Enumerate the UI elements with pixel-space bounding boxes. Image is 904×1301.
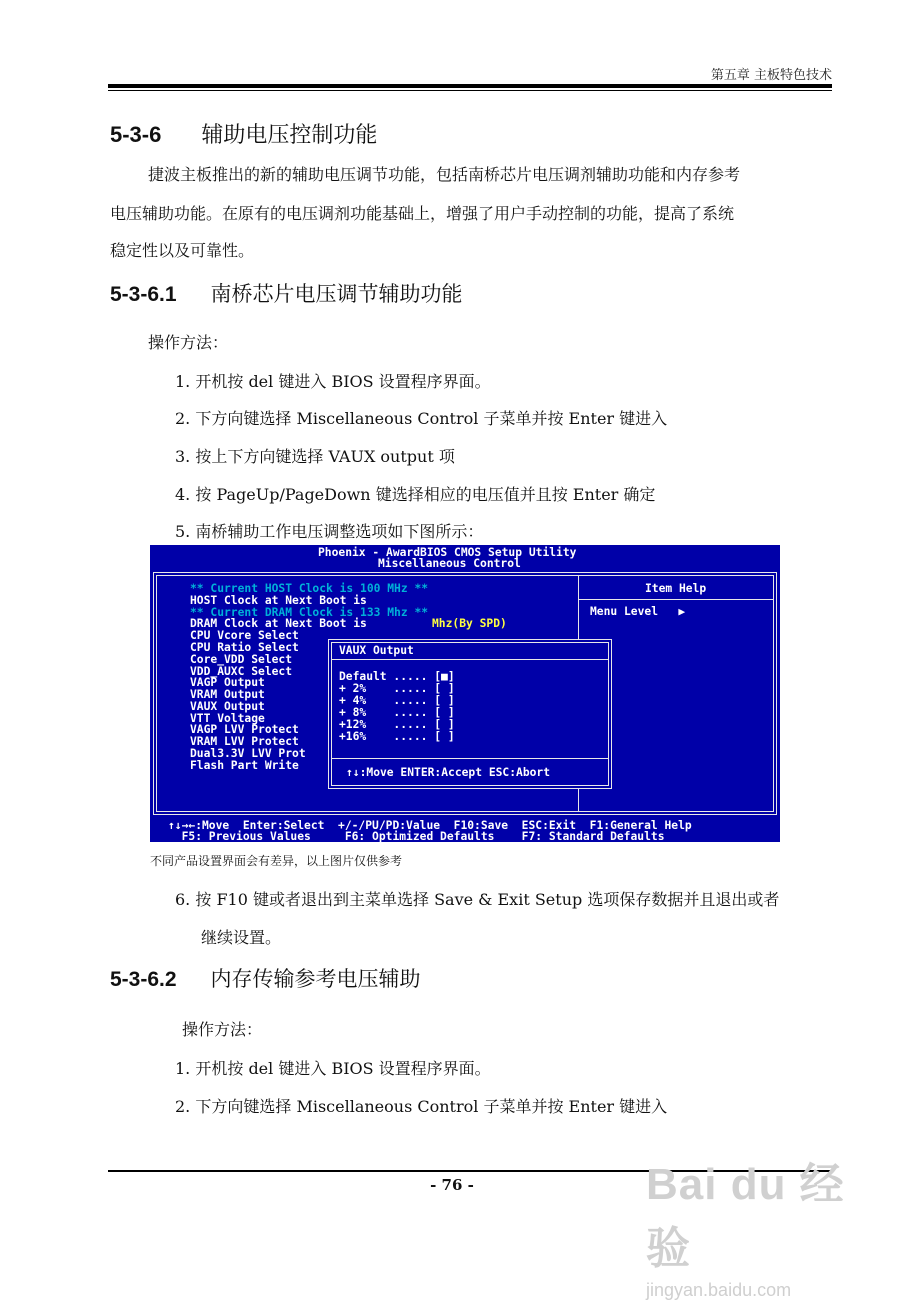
header-rule xyxy=(108,84,832,88)
subsection-1-title: 南桥芯片电压调节辅助功能 xyxy=(210,282,463,306)
bios-item: ** Current HOST Clock is 100 MHz ** xyxy=(190,582,429,595)
page-number: - 76 - xyxy=(430,1176,474,1194)
help-title: Item Help xyxy=(645,582,707,595)
section-number: 5-3-6 xyxy=(110,122,162,147)
frame-right xyxy=(776,572,777,814)
step-6-line-1: 6. 按 F10 键或者退出到主菜单选择 Save & Exit Setup 选项保存数据并且退出或者 xyxy=(175,890,780,909)
chapter-header: 第五章 主板特色技术 xyxy=(710,68,832,83)
subsection-2-heading xyxy=(110,963,421,993)
intro-line-2: 电压辅助功能。在原有的电压调剂功能基础上，增强了用户手动控制的功能，提高了系统 xyxy=(110,204,735,223)
bios-item[interactable]: HOST Clock at Next Boot is xyxy=(190,594,367,607)
popup-border-top-inner xyxy=(331,642,609,643)
baidu-watermark xyxy=(646,1148,856,1300)
subsection-1-number: 5-3-6.1 xyxy=(110,283,177,306)
frame-top-inner xyxy=(156,575,773,576)
header-rule-thin xyxy=(108,90,832,91)
image-caption: 不同产品设置界面会有差异，以上图片仅供参考 xyxy=(150,854,403,868)
bios-item[interactable]: VAGP Output xyxy=(190,676,265,689)
bios-footer-2: F5: Previous Values F6: Optimized Defaults F7: Standard Defaults xyxy=(168,830,665,842)
bios-item[interactable]: VRAM LVV Protect xyxy=(190,735,299,748)
popup-title-rule xyxy=(331,659,609,660)
dram-value: Mhz(By SPD) xyxy=(432,617,507,630)
watermark-url: jingyan.baidu.com xyxy=(646,1280,792,1300)
frame-left-inner xyxy=(156,575,157,811)
method-label-2: 操作方法： xyxy=(182,1020,263,1039)
popup-footer: ↑↓:Move ENTER:Accept ESC:Abort xyxy=(346,766,551,779)
popup-footer-rule xyxy=(331,758,609,759)
bios-item[interactable]: Core_VDD Select xyxy=(190,653,293,666)
intro-line-3: 稳定性以及可靠性。 xyxy=(110,241,255,260)
bios-item[interactable]: Dual3.3V LVV Prot xyxy=(190,747,306,760)
help-title-rule xyxy=(578,599,773,600)
bios-item[interactable]: VAGP LVV Protect xyxy=(190,723,299,736)
bios-screenshot xyxy=(150,545,780,842)
popup-border-bottom-inner xyxy=(331,785,609,786)
popup-option[interactable]: Default ..... [■] xyxy=(339,670,455,683)
frame-bottom xyxy=(153,814,777,815)
method-label-1: 操作方法： xyxy=(148,333,229,352)
subsection-1-heading xyxy=(110,278,463,308)
frame-top xyxy=(153,572,776,573)
sub2-step-2: 2. 下方向键选择 Miscellaneous Control 子菜单并按 Enter 键进入 xyxy=(175,1097,668,1116)
sub2-step-1: 1. 开机按 del 键进入 BIOS 设置程序界面。 xyxy=(175,1059,491,1078)
bios-subtitle: Miscellaneous Control xyxy=(378,557,521,570)
popup-border-right xyxy=(611,639,612,789)
bios-item: ** Current DRAM Clock is 133 Mhz ** xyxy=(190,606,429,619)
popup-option[interactable]: + 4% ..... [ ] xyxy=(339,694,455,707)
frame-right-inner xyxy=(773,575,774,811)
section-title: 辅助电压控制功能 xyxy=(201,123,378,148)
step-3: 3. 按上下方向键选择 VAUX output 项 xyxy=(175,447,455,466)
subsection-2-number: 5-3-6.2 xyxy=(110,968,177,991)
popup-title: VAUX Output xyxy=(339,644,414,657)
bios-item[interactable]: CPU Ratio Select xyxy=(190,641,299,654)
frame-left xyxy=(153,572,154,814)
bios-item[interactable]: VAUX Output xyxy=(190,700,265,713)
bios-item[interactable]: CPU Vcore Select xyxy=(190,629,299,642)
popup-border-right-inner xyxy=(608,642,609,786)
step-1: 1. 开机按 del 键进入 BIOS 设置程序界面。 xyxy=(175,372,491,391)
subsection-2-title: 内存传输参考电压辅助 xyxy=(210,967,421,991)
step-4: 4. 按 PageUp/PageDown 键选择相应的电压值并且按 Enter 确定 xyxy=(175,485,656,504)
popup-border-left xyxy=(328,639,329,789)
bios-item[interactable]: VTT Voltage xyxy=(190,712,265,725)
popup-border-top xyxy=(328,639,612,640)
vaux-output-popup xyxy=(328,639,612,789)
bios-item[interactable]: DRAM Clock at Next Boot is xyxy=(190,617,367,630)
step-2: 2. 下方向键选择 Miscellaneous Control 子菜单并按 Enter 键进入 xyxy=(175,409,668,428)
intro-line-1: 捷波主板推出的新的辅助电压调节功能，包括南桥芯片电压调剂辅助功能和内存参考 xyxy=(148,165,741,184)
bios-item[interactable]: VRAM Output xyxy=(190,688,265,701)
frame-bottom-inner xyxy=(156,811,774,812)
popup-border-bottom xyxy=(328,788,612,789)
bios-title: Phoenix - AwardBIOS CMOS Setup Utility xyxy=(318,546,577,559)
popup-option[interactable]: +16% ..... [ ] xyxy=(339,730,455,743)
bios-item[interactable]: Flash Part Write xyxy=(190,759,299,772)
step-5: 5. 南桥辅助工作电压调整选项如下图所示： xyxy=(175,522,484,541)
section-heading xyxy=(110,118,377,149)
bios-item[interactable]: VDD_AUXC Select xyxy=(190,665,293,678)
popup-option[interactable]: + 2% ..... [ ] xyxy=(339,682,455,695)
popup-border-left-inner xyxy=(331,642,332,786)
bios-footer-1: ↑↓→←:Move Enter:Select +/-/PU/PD:Value F10:Save ESC:Exit F1:General Help xyxy=(168,819,692,832)
popup-option[interactable]: +12% ..... [ ] xyxy=(339,718,455,731)
watermark-brand: Bai du 经验 xyxy=(646,1160,845,1273)
menu-level: Menu Level ▶ xyxy=(590,605,686,618)
popup-option[interactable]: + 8% ..... [ ] xyxy=(339,706,455,719)
step-6-line-2: 继续设置。 xyxy=(201,928,282,947)
